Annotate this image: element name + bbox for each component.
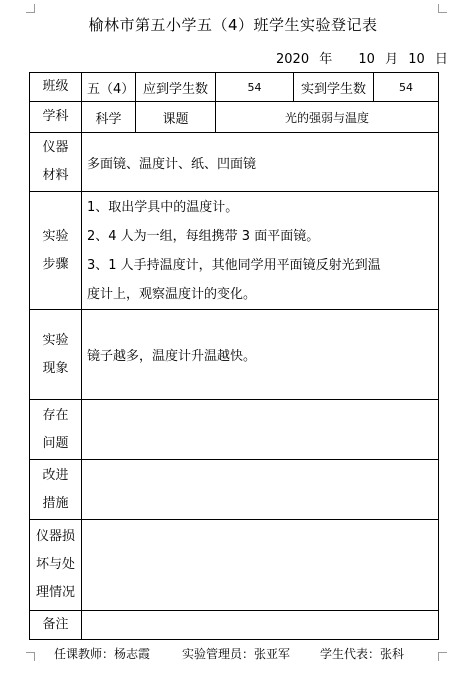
phenomenon-label-line: 现象 — [42, 360, 69, 376]
equipment-label-line: 仪器 — [42, 140, 69, 155]
improvement-label — [30, 460, 82, 520]
date-year-unit: 年 — [319, 52, 333, 67]
problems-label — [30, 400, 82, 460]
admin-signature: 实验管理员：张亚军 — [182, 647, 291, 661]
document-title: 榆林市第五小学五（4）班学生实验登记表 — [88, 16, 378, 34]
improvement-value — [82, 460, 439, 520]
equipment-value: 多面镜、温度计、纸、凹面镜 — [82, 133, 439, 192]
table-row — [30, 611, 439, 640]
step-line: 1、取出学具中的温度计。 — [87, 199, 239, 215]
date-day: 10 — [408, 52, 425, 67]
subject-value: 科学 — [82, 102, 136, 133]
equipment-label — [30, 133, 82, 192]
equipment-label-line: 材料 — [42, 168, 69, 183]
damage-label-line: 理情况 — [35, 585, 75, 600]
step-line: 2、4 人为一组，每组携带 3 面平面镜。 — [87, 228, 320, 244]
notes-value — [82, 611, 439, 640]
table-row — [30, 400, 439, 460]
phenomenon-label-line: 实验 — [42, 332, 69, 348]
margin-mark-bottom-right — [438, 652, 447, 661]
table-row — [30, 102, 439, 133]
damage-label-line: 仪器损 — [35, 529, 75, 544]
topic-value: 光的强弱与温度 — [216, 102, 439, 133]
phenomenon-label — [30, 310, 82, 400]
table-row — [30, 310, 439, 400]
steps-value — [82, 192, 439, 310]
table-row — [30, 192, 439, 310]
steps-label-line: 步骤 — [42, 256, 69, 272]
damage-value — [82, 520, 439, 611]
step-line: 度计上，观察温度计的变化。 — [87, 286, 257, 302]
steps-label-line: 实验 — [42, 228, 69, 244]
date-month: 10 — [358, 52, 375, 67]
margin-mark-top-left — [26, 4, 35, 13]
student-rep-signature: 学生代表：张科 — [320, 647, 405, 661]
improvement-label-line: 措施 — [42, 495, 69, 511]
class-value: 五（4） — [82, 73, 136, 102]
date-month-unit: 月 — [385, 52, 399, 67]
damage-label — [30, 520, 82, 611]
improvement-label-line: 改进 — [42, 467, 69, 483]
damage-label-line: 坏与处 — [35, 557, 75, 572]
margin-mark-bottom-left — [26, 652, 35, 661]
registration-table — [29, 72, 439, 640]
phenomenon-value: 镜子越多，温度计升温越快。 — [82, 310, 439, 400]
expected-students-label: 应到学生数 — [136, 73, 216, 102]
subject-label: 学科 — [30, 102, 82, 133]
table-row — [30, 73, 439, 102]
notes-label: 备注 — [30, 611, 82, 640]
step-line: 3、1 人手持温度计，其他同学用平面镜反射光到温 — [87, 257, 381, 273]
actual-students-label: 实到学生数 — [294, 73, 374, 102]
date-day-unit: 日 — [434, 52, 448, 67]
topic-label: 课题 — [136, 102, 216, 133]
table-row — [30, 460, 439, 520]
table-row — [30, 520, 439, 611]
table-row — [30, 133, 439, 192]
date-line — [276, 48, 448, 67]
teacher-signature: 任课教师：杨志霞 — [54, 647, 151, 661]
problems-label-line: 存在 — [42, 407, 69, 423]
expected-students-value: 54 — [216, 73, 294, 102]
class-label: 班级 — [30, 73, 82, 102]
problems-label-line: 问题 — [42, 435, 69, 451]
actual-students-value: 54 — [374, 73, 439, 102]
date-year: 2020 — [276, 52, 310, 67]
steps-label — [30, 192, 82, 310]
problems-value — [82, 400, 439, 460]
margin-mark-top-right — [438, 4, 447, 13]
